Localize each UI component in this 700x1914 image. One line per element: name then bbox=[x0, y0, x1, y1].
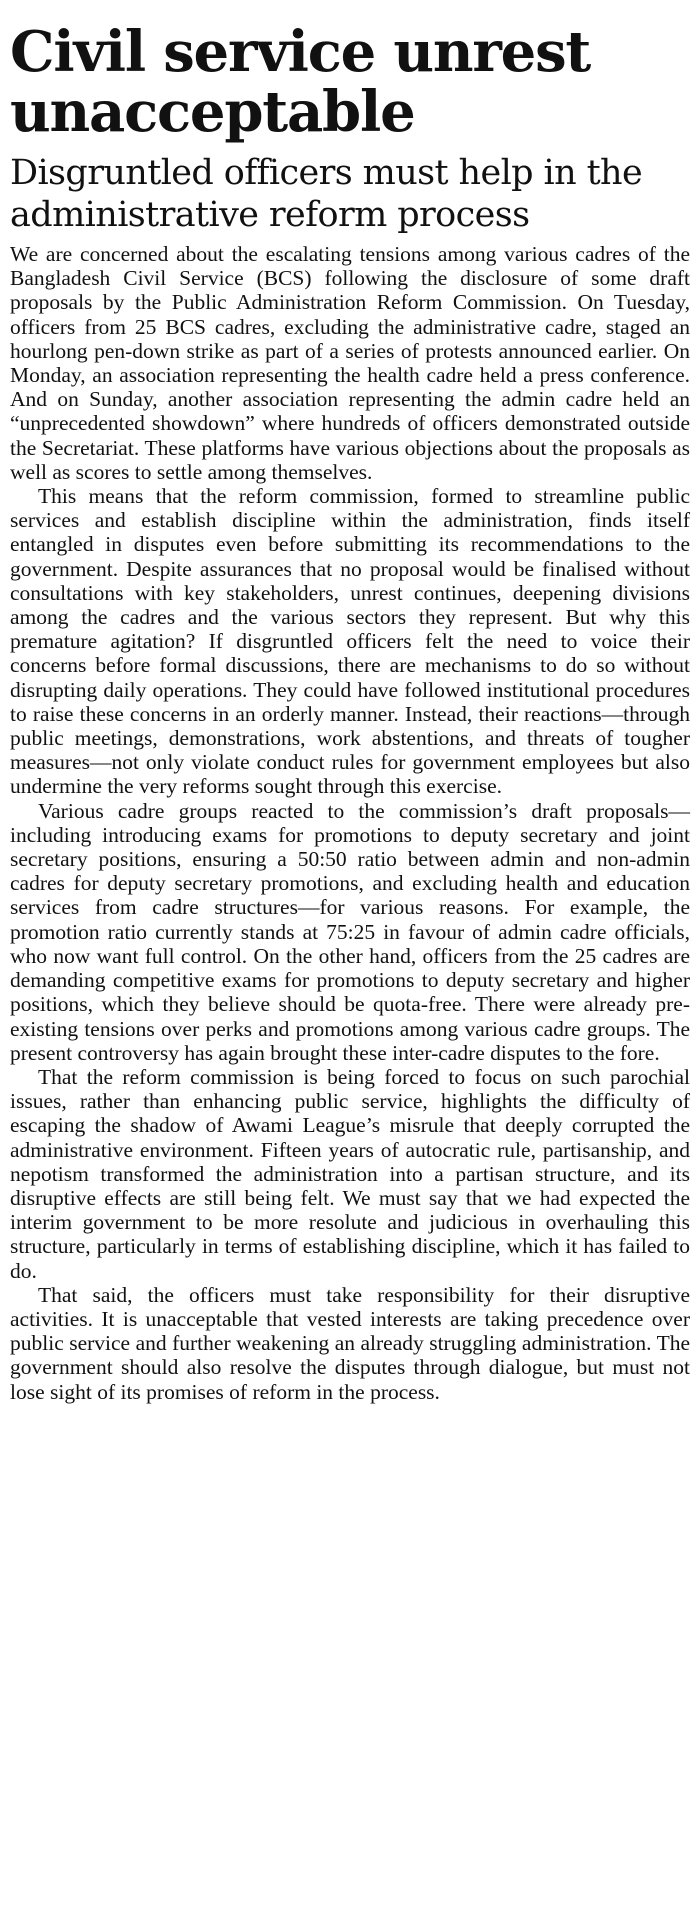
paragraph: We are concerned about the escalating tensions among various cadres of the Bangladesh Civil Service (BCS) following the disclosure of some draft proposals by the Public Administration Reform Commission. On Tuesday, officers from 25 BCS cadres, excluding the administrative cadre, staged an hourlong pen-down strike as part of a series of protests announced earlier. On Monday, an association representing the health cadre held a press conference. And on Sunday, another association representing the admin cadre held an “unprecedented showdown” where hundreds of officers demonstrated outside the Secretariat. These platforms have various objections about the proposals as well as scores to settle among themselves. bbox=[10, 242, 690, 484]
subheadline: Disgruntled officers must help in the administrative reform process bbox=[10, 153, 643, 235]
paragraph: Various cadre groups reacted to the commission’s draft proposals—including introducing exams for promotions to deputy secretary and joint secretary positions, ensuring a 50:50 ratio between admin and non-admin cadres for deputy secretary promotions, and excluding health and education services from cadre structures—for various reasons. For example, the promotion ratio currently stands at 75:25 in favour of admin cadre officials, who now want full control. On the other hand, officers from the 25 cadres are demanding competitive exams for promotions to deputy secretary and higher positions, which they believe should be quota-free. There were already pre-existing tensions over perks and promotions among various cadre groups. The present controversy has again brought these inter-cadre disputes to the fore. bbox=[10, 798, 690, 1065]
paragraph: That the reform commission is being forced to focus on such parochial issues, rather than enhancing public service, highlights the difficulty of escaping the shadow of Awami League’s misrule that deeply corrupted the administrative environment. Fifteen years of autocratic rule, partisanship, and nepotism transformed the administration into a partisan structure, and its disruptive effects are still being felt. We must say that we had expected the interim government to be more resolute and judicious in overhauling this structure, particularly in terms of establishing discipline, which it has failed to do. bbox=[10, 1064, 690, 1283]
article-body bbox=[10, 242, 690, 1404]
paragraph: This means that the reform commission, formed to streamline public services and establish discipline within the administration, finds itself entangled in disputes even before submitting its recommendations to the government. Despite assurances that no proposal would be finalised without consultations with key stakeholders, unrest continues, deepening divisions among the cadres and the various sectors they represent. But why this premature agitation? If disgruntled officers felt the need to voice their concerns before formal discussions, there are mechanisms to do so without disrupting daily operations. They could have followed institutional procedures to raise these concerns in an orderly manner. Instead, their reactions—through public meetings, demonstrations, work abstentions, and threats of tougher measures—not only violate conduct rules for government employees but also undermine the very reforms sought through this exercise. bbox=[10, 484, 690, 799]
paragraph: That said, the officers must take responsibility for their disruptive activities. It is unacceptable that vested interests are taking precedence over public service and further weakening an already struggling administration. The government should also resolve the disputes through dialogue, but must not lose sight of its promises of reform in the process. bbox=[10, 1282, 690, 1404]
headline: Civil service unrest unacceptable bbox=[10, 19, 591, 145]
